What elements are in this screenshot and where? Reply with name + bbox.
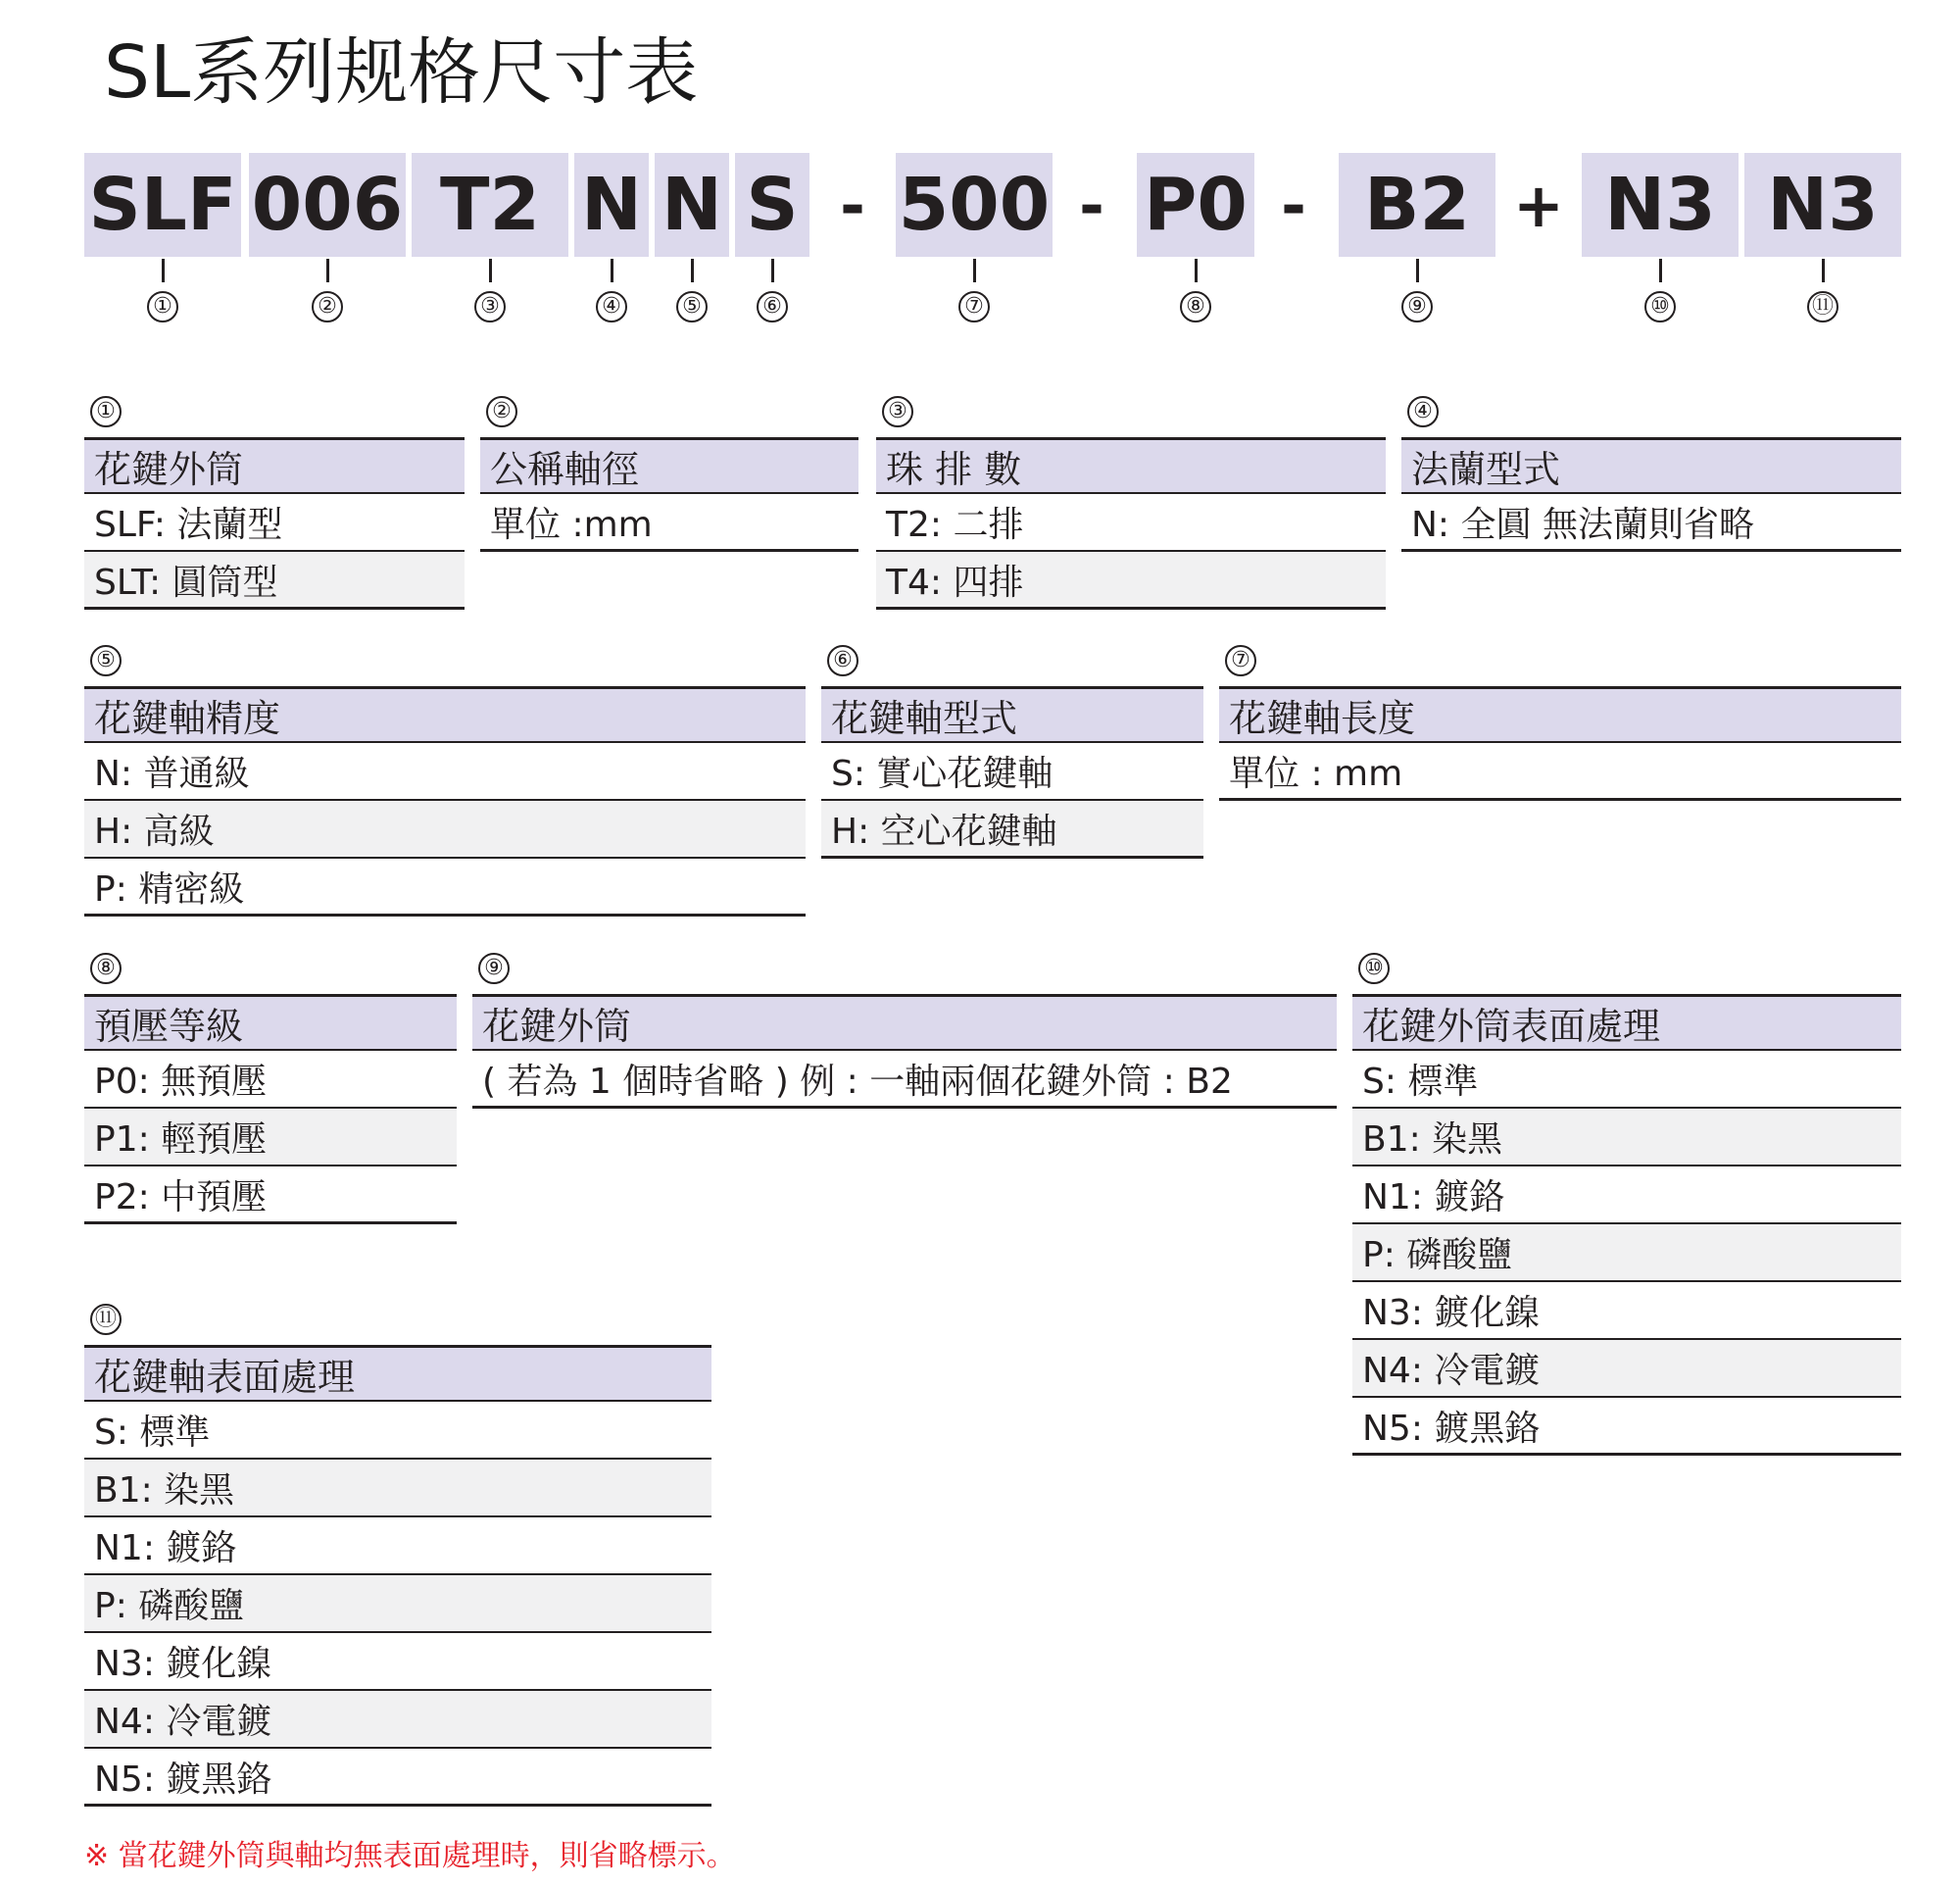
code-marker-2: ② — [312, 291, 343, 322]
code-tick — [691, 259, 694, 282]
code-tick — [489, 259, 492, 282]
code-tick — [162, 259, 165, 282]
section-number: ③ — [882, 396, 913, 427]
code-part-2: 006 — [249, 153, 406, 257]
code-marker-11: ⑪ — [1807, 291, 1838, 322]
spec-table-9 — [472, 953, 1337, 1109]
section-header: 法蘭型式 — [1401, 437, 1901, 494]
table-row: N5: 鍍黑鉻 — [1352, 1398, 1901, 1456]
table-row: P1: 輕預壓 — [84, 1109, 457, 1166]
table-row: P0: 無預壓 — [84, 1051, 457, 1109]
table-row: P: 磷酸鹽 — [84, 1575, 711, 1633]
spec-table-3 — [876, 396, 1386, 610]
table-row: N: 普通級 — [84, 743, 806, 801]
page-title: SL系列规格尺寸表 — [104, 30, 699, 115]
table-row: N: 全圓 無法蘭則省略 — [1401, 494, 1901, 552]
code-part-11: N3 — [1744, 153, 1901, 257]
code-tick — [1195, 259, 1198, 282]
table-row: ( 若為 1 個時省略 ) 例 : 一軸兩個花鍵外筒 : B2 — [472, 1051, 1337, 1109]
code-separator-4: + — [1513, 169, 1564, 241]
table-row: SLF: 法蘭型 — [84, 494, 465, 552]
table-row: H: 空心花鍵軸 — [821, 801, 1203, 859]
section-number: ⑨ — [478, 953, 510, 984]
table-row: S: 實心花鍵軸 — [821, 743, 1203, 801]
section-header: 花鍵外筒 — [84, 437, 465, 494]
code-separator-1: - — [840, 169, 865, 241]
section-number: ⑪ — [90, 1304, 122, 1335]
code-separator-3: - — [1281, 169, 1306, 241]
code-tick — [326, 259, 329, 282]
table-row: P2: 中預壓 — [84, 1166, 457, 1224]
section-header: 預壓等級 — [84, 994, 457, 1051]
spec-table-1 — [84, 396, 465, 610]
table-row: S: 標準 — [84, 1402, 711, 1460]
section-header: 公稱軸徑 — [480, 437, 858, 494]
code-marker-6: ⑥ — [757, 291, 788, 322]
code-marker-9: ⑨ — [1401, 291, 1433, 322]
table-row: N3: 鍍化鎳 — [84, 1633, 711, 1691]
table-row: N4: 冷電鍍 — [1352, 1340, 1901, 1398]
table-row: B1: 染黑 — [1352, 1109, 1901, 1166]
code-part-7: 500 — [896, 153, 1053, 257]
code-tick — [973, 259, 976, 282]
section-header: 花鍵外筒 — [472, 994, 1337, 1051]
code-part-6: S — [735, 153, 809, 257]
code-tick — [1822, 259, 1825, 282]
spec-table-5 — [84, 645, 806, 917]
code-part-9: B2 — [1339, 153, 1495, 257]
code-part-1: SLF — [84, 153, 241, 257]
table-row: N3: 鍍化鎳 — [1352, 1282, 1901, 1340]
spec-table-2 — [480, 396, 858, 552]
table-row: S: 標準 — [1352, 1051, 1901, 1109]
code-part-5: N — [655, 153, 729, 257]
spec-table-11 — [84, 1304, 711, 1807]
table-row: T2: 二排 — [876, 494, 1386, 552]
table-row: P: 磷酸鹽 — [1352, 1224, 1901, 1282]
code-marker-7: ⑦ — [958, 291, 990, 322]
code-part-3: T2 — [412, 153, 568, 257]
code-marker-8: ⑧ — [1180, 291, 1211, 322]
section-number: ⑦ — [1225, 645, 1256, 676]
spec-table-10 — [1352, 953, 1901, 1456]
section-header: 花鍵軸表面處理 — [84, 1345, 711, 1402]
section-header: 花鍵軸長度 — [1219, 686, 1901, 743]
code-marker-4: ④ — [596, 291, 627, 322]
table-row: 單位 :mm — [480, 494, 858, 552]
spec-table-6 — [821, 645, 1203, 859]
section-number: ⑩ — [1358, 953, 1390, 984]
code-part-4: N — [574, 153, 649, 257]
code-tick — [1416, 259, 1419, 282]
section-number: ⑥ — [827, 645, 858, 676]
table-row: H: 高級 — [84, 801, 806, 859]
code-tick — [611, 259, 613, 282]
table-row: N4: 冷電鍍 — [84, 1691, 711, 1749]
section-header: 花鍵外筒表面處理 — [1352, 994, 1901, 1051]
section-header: 花鍵軸精度 — [84, 686, 806, 743]
section-number: ④ — [1407, 396, 1439, 427]
spec-table-8 — [84, 953, 457, 1224]
code-tick — [1659, 259, 1662, 282]
section-number: ② — [486, 396, 517, 427]
table-row: B1: 染黑 — [84, 1460, 711, 1517]
spec-table-4 — [1401, 396, 1901, 552]
table-row: P: 精密級 — [84, 859, 806, 917]
table-row: SLT: 圓筒型 — [84, 552, 465, 610]
code-marker-5: ⑤ — [676, 291, 708, 322]
table-row: 單位 : mm — [1219, 743, 1901, 801]
code-separator-2: - — [1079, 169, 1104, 241]
table-row: N1: 鍍鉻 — [1352, 1166, 1901, 1224]
code-part-8: P0 — [1137, 153, 1254, 257]
code-tick — [771, 259, 774, 282]
section-header: 珠 排 數 — [876, 437, 1386, 494]
code-marker-10: ⑩ — [1644, 291, 1676, 322]
table-row: T4: 四排 — [876, 552, 1386, 610]
footnote: ※ 當花鍵外筒與軸均無表面處理時，則省略標示。 — [84, 1839, 736, 1873]
section-number: ① — [90, 396, 122, 427]
code-part-10: N3 — [1582, 153, 1739, 257]
section-header: 花鍵軸型式 — [821, 686, 1203, 743]
section-number: ⑧ — [90, 953, 122, 984]
table-row: N1: 鍍鉻 — [84, 1517, 711, 1575]
code-marker-1: ① — [147, 291, 178, 322]
spec-table-7 — [1219, 645, 1901, 801]
code-marker-3: ③ — [474, 291, 506, 322]
section-number: ⑤ — [90, 645, 122, 676]
table-row: N5: 鍍黑鉻 — [84, 1749, 711, 1807]
